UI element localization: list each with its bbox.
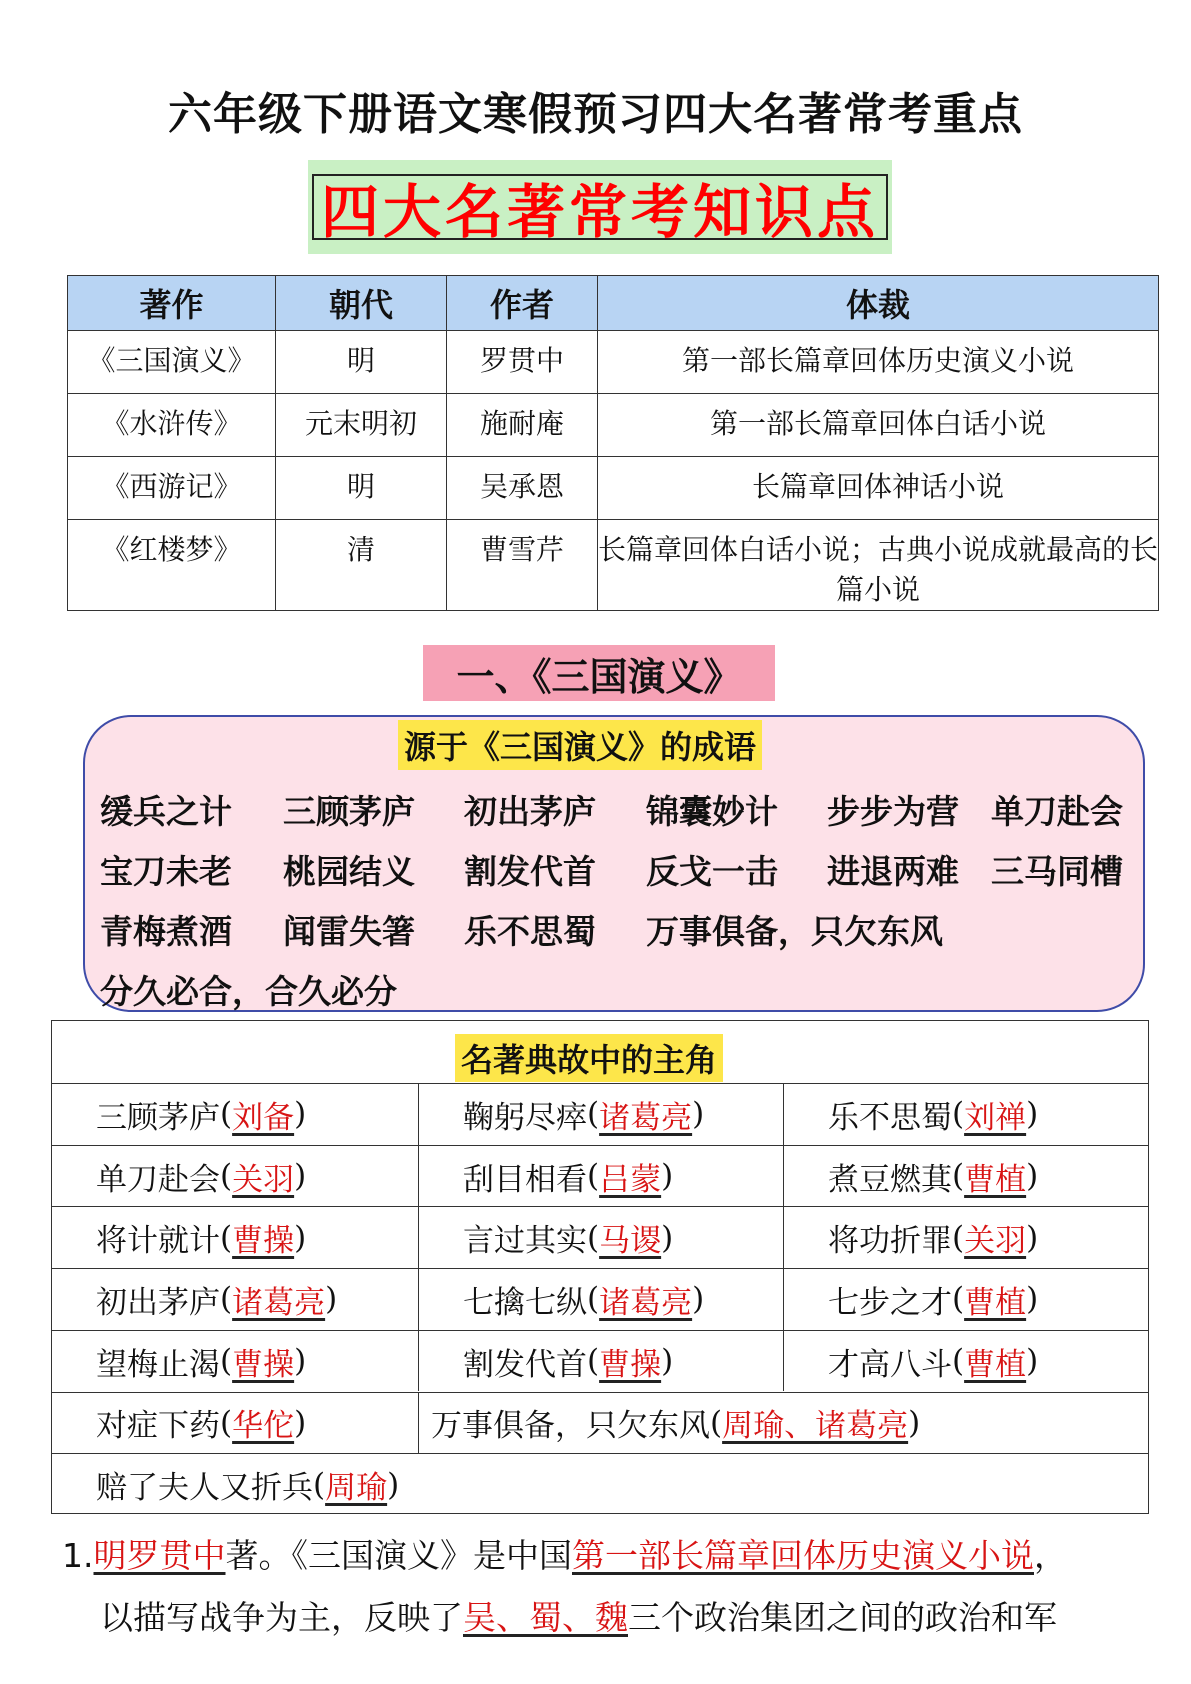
idiom-text: 初出茅庐 [96, 1284, 220, 1321]
table-cell: 《三国演义》 [68, 331, 276, 394]
table-cell: 清 [276, 520, 447, 611]
table-cell: 明 [276, 331, 447, 394]
hero-name: 曹植 [964, 1161, 1027, 1198]
hero-cell: 初出茅庐 ( 诸葛亮 ) [52, 1269, 418, 1330]
idiom-text: 七擒七纵 [463, 1284, 587, 1321]
table-header-row [68, 276, 1159, 331]
paragraph-line-2 [100, 1592, 1057, 1639]
hero-cell: 单刀赴会 ( 关羽 ) [52, 1146, 418, 1207]
idiom-item: 单刀赴会 [991, 792, 1123, 831]
idiom-text: 望梅止渴 [96, 1346, 220, 1383]
hero-cell: 对症下药 ( 华佗 ) [52, 1393, 418, 1454]
idiom-text: 割发代首 [463, 1346, 587, 1383]
text: 1. [62, 1536, 94, 1575]
table-cell: 元末明初 [276, 394, 447, 457]
idiom-text: 乐不思蜀 [828, 1099, 952, 1136]
hero-name: 周瑜、诸葛亮 [722, 1408, 909, 1445]
text: 三个政治集团之间的政治和军 [628, 1598, 1057, 1637]
table-cell: 第一部长篇章回体白话小说 [598, 394, 1159, 457]
table-cell: 《红楼梦》 [68, 520, 276, 611]
table-row [52, 1453, 1148, 1515]
table-cell: 施耐庵 [447, 394, 598, 457]
hero-name: 曹操 [599, 1346, 662, 1383]
hero-name: 马谡 [599, 1223, 662, 1260]
hero-cell: 望梅止渴 ( 曹操 ) [52, 1331, 418, 1392]
banner [308, 160, 892, 254]
idiom-text: 鞠躬尽瘁 [463, 1099, 587, 1136]
idiom-text: 刮目相看 [463, 1161, 587, 1198]
page-title: 六年级下册语文寒假预习四大名著常考重点 [168, 89, 1023, 140]
hero-cell: 七擒七纵 ( 诸葛亮 ) [418, 1269, 783, 1330]
table-cell: 第一部长篇章回体历史演义小说 [598, 331, 1159, 394]
hero-name: 曹操 [232, 1223, 295, 1260]
hero-cell: 才高八斗 ( 曹植 ) [783, 1331, 1148, 1392]
hero-cell: 乐不思蜀 ( 刘禅 ) [783, 1084, 1148, 1145]
idiom-item: 反戈一击 [646, 852, 778, 891]
section-title: 一、《三国演义》 [423, 645, 775, 701]
hero-cell: 割发代首 ( 曹操 ) [418, 1331, 783, 1392]
table-row [52, 1083, 1148, 1145]
idiom-text: 七步之才 [828, 1284, 952, 1321]
hero-name: 诸葛亮 [232, 1284, 326, 1321]
table-cell: 曹雪芹 [447, 520, 598, 611]
hero-cell: 鞠躬尽瘁 ( 诸葛亮 ) [418, 1084, 783, 1145]
text: ， [1034, 1536, 1067, 1575]
text: 以描写战争为主，反映了 [100, 1598, 463, 1637]
table-row [52, 1206, 1148, 1268]
hero-name: 关羽 [964, 1223, 1027, 1260]
banner-title: 四大名著常考知识点 [312, 174, 888, 240]
hero-name: 曹操 [232, 1346, 295, 1383]
header-cell: 著作 [68, 276, 276, 331]
idiom-item: 青梅煮酒 [100, 912, 232, 951]
idiom-item: 缓兵之计 [100, 792, 232, 831]
idiom-text: 煮豆燃萁 [828, 1161, 952, 1198]
hero-name: 吕蒙 [599, 1161, 662, 1198]
hero-name: 华佗 [232, 1408, 295, 1445]
idiom-text: 才高八斗 [828, 1346, 952, 1383]
idiom-item: 进退两难 [827, 852, 959, 891]
heroes-table [51, 1020, 1149, 1514]
table-cell: 长篇章回体神话小说 [598, 457, 1159, 520]
table-cell: 《西游记》 [68, 457, 276, 520]
idiom-text: 万事俱备，只欠东风 [431, 1408, 710, 1445]
idiom-item: 分久必合，合久必分 [100, 972, 397, 1011]
idiom-text: 将计就计 [96, 1223, 220, 1260]
hero-name: 刘备 [232, 1099, 295, 1136]
idiom-item: 宝刀未老 [100, 852, 232, 891]
idiom-item: 三顾茅庐 [283, 792, 415, 831]
table-cell: 罗贯中 [447, 331, 598, 394]
heroes-heading: 名著典故中的主角 [455, 1034, 723, 1082]
idiom-text: 言过其实 [463, 1223, 587, 1260]
idiom-text: 赔了夫人又折兵 [96, 1470, 313, 1507]
hero-name: 诸葛亮 [599, 1284, 693, 1321]
table-row [52, 1145, 1148, 1207]
hero-cell: 煮豆燃萁 ( 曹植 ) [783, 1146, 1148, 1207]
idioms-heading: 源于《三国演义》的成语 [398, 720, 762, 770]
idiom-item: 步步为营 [827, 792, 959, 831]
hero-cell: 万事俱备，只欠东风 ( 周瑜、诸葛亮 ) [418, 1393, 1148, 1454]
hero-cell: 刮目相看 ( 吕蒙 ) [418, 1146, 783, 1207]
hero-cell: 七步之才 ( 曹植 ) [783, 1269, 1148, 1330]
works-table [67, 275, 1159, 611]
table-row [68, 457, 1159, 520]
idiom-item: 万事俱备，只欠东风 [646, 912, 943, 951]
idiom-item: 乐不思蜀 [464, 912, 596, 951]
hero-cell: 将功折罪 ( 关羽 ) [783, 1207, 1148, 1268]
text: 著。《三国演义》是中国 [225, 1536, 572, 1575]
hero-cell: 三顾茅庐 ( 刘备 ) [52, 1084, 418, 1145]
table-row [52, 1392, 1148, 1454]
hero-name: 曹植 [964, 1346, 1027, 1383]
table-cell: 《水浒传》 [68, 394, 276, 457]
hero-name: 曹植 [964, 1284, 1027, 1321]
hero-name: 周瑜 [325, 1470, 388, 1507]
hero-name: 诸葛亮 [599, 1099, 693, 1136]
table-row [68, 394, 1159, 457]
hero-cell: 赔了夫人又折兵 ( 周瑜 ) [52, 1454, 1148, 1515]
idiom-text: 将功折罪 [828, 1223, 952, 1260]
header-cell: 体裁 [598, 276, 1159, 331]
table-cell: 明 [276, 457, 447, 520]
table-row [52, 1330, 1148, 1392]
idiom-item: 三马同槽 [991, 852, 1123, 891]
table-row [68, 520, 1159, 611]
table-cell: 吴承恩 [447, 457, 598, 520]
header-cell: 朝代 [276, 276, 447, 331]
table-row [52, 1268, 1148, 1330]
hero-cell: 将计就计 ( 曹操 ) [52, 1207, 418, 1268]
table-cell: 长篇章回体白话小说；古典小说成就最高的长篇小说 [598, 520, 1159, 611]
idiom-item: 锦囊妙计 [646, 792, 778, 831]
idiom-item: 割发代首 [464, 852, 596, 891]
idiom-text: 对症下药 [96, 1408, 220, 1445]
paragraph-line-1 [62, 1530, 1067, 1577]
hero-name: 关羽 [232, 1161, 295, 1198]
idiom-item: 桃园结义 [283, 852, 415, 891]
hero-cell: 言过其实 ( 马谡 ) [418, 1207, 783, 1268]
idiom-text: 三顾茅庐 [96, 1099, 220, 1136]
table-row [68, 331, 1159, 394]
hero-name: 刘禅 [964, 1099, 1027, 1136]
idiom-item: 闻雷失箸 [283, 912, 415, 951]
highlighted-text: 吴、蜀、魏 [463, 1598, 628, 1637]
idiom-item: 初出茅庐 [464, 792, 596, 831]
idiom-text: 单刀赴会 [96, 1161, 220, 1198]
header-cell: 作者 [447, 276, 598, 331]
highlighted-text: 明罗贯中 [93, 1536, 226, 1575]
highlighted-text: 第一部长篇章回体历史演义小说 [572, 1536, 1034, 1575]
